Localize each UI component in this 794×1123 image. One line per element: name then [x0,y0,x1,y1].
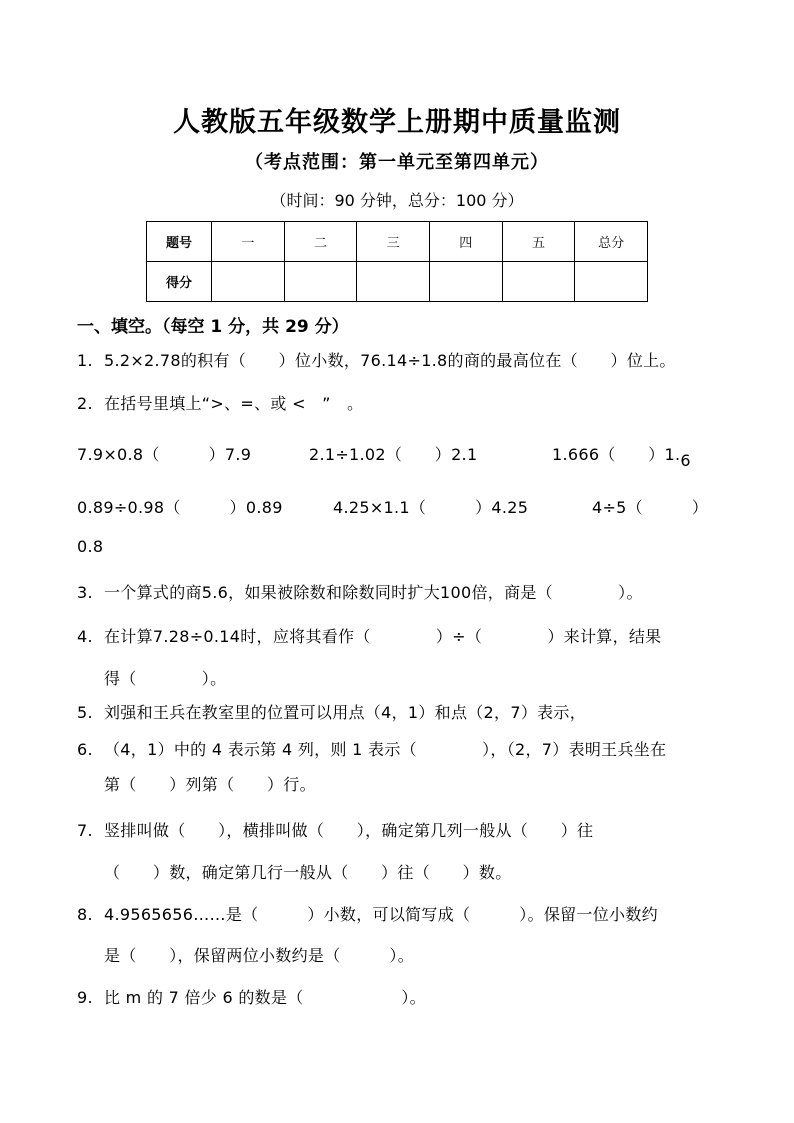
question-text: 比 m 的 7 倍少 6 的数是（ ）。 [104,988,426,1007]
question-6 [77,737,666,760]
q2-compare-c1-text: 1.666（ ）1. [552,445,681,464]
question-2 [77,391,363,414]
question-number: 8. [77,905,93,924]
q2-compare-a1: 7.9×0.8（ ）7.9 [77,445,252,464]
question-4-cont: 得（ ）。 [104,669,227,688]
question-number: 1. [77,351,93,370]
score-table-cell: 一 [212,222,285,262]
score-table-header-row [147,222,648,262]
question-9 [77,985,426,1008]
section-heading: 一、填空。（每空 1 分，共 29 分） [77,317,349,337]
question-7-cont: （ ）数，确定第几行一般从（ ）往（ ）数。 [104,863,512,882]
question-number: 6. [77,740,93,759]
question-8 [77,902,658,925]
q2-compare-c2-cont: 0.8 [77,537,104,556]
question-3 [77,580,643,603]
score-table-cell: 总分 [575,222,648,262]
question-5 [77,700,586,723]
score-entry-cell[interactable] [575,262,648,302]
q2-compare-c1 [552,442,691,470]
score-entry-cell[interactable] [212,262,285,302]
score-table-cell: 二 [284,222,357,262]
question-text: （4，1）中的 4 表示第 4 列，则 1 表示（ ），（2，7）表明王兵坐在 [104,740,667,759]
page-title: 人教版五年级数学上册期中质量监测 [173,107,621,138]
q2-compare-c1-tail: 6 [680,451,691,470]
question-text: 5.2×2.78的积有（ ）位小数，76.14÷1.8的商的最高位在（ ）位上。 [104,351,676,370]
question-4 [77,624,661,647]
question-number: 2. [77,394,93,413]
question-6-cont: 第（ ）列第（ ）行。 [104,775,316,794]
page-subtitle: （考点范围：第一单元至第四单元） [245,152,549,173]
score-entry-cell[interactable] [502,262,575,302]
question-text: 在括号里填上“>、=、或 < ” 。 [104,394,364,413]
question-text: 竖排叫做（ ），横排叫做（ ），确定第几列一般从（ ）往 [104,821,594,840]
question-7 [77,818,593,841]
score-table-cell: 五 [502,222,575,262]
q2-compare-b2: 4.25×1.1（ ）4.25 [333,498,529,517]
q2-compare-b1: 2.1÷1.02（ ）2.1 [309,445,478,464]
question-1 [77,348,676,371]
time-info: （时间：90 分钟，总分：100 分） [270,191,524,210]
question-number: 4. [77,627,93,646]
question-8-cont: 是（ ），保留两位小数约是（ ）。 [104,946,415,965]
question-number: 9. [77,988,93,1007]
score-table-score-row [147,262,648,302]
question-text: 一个算式的商5.6，如果被除数和除数同时扩大100倍，商是（ ）。 [104,583,643,602]
question-number: 7. [77,821,93,840]
score-table [146,221,648,302]
score-table-cell: 题号 [147,222,212,262]
question-number: 5. [77,703,93,722]
score-entry-cell[interactable] [284,262,357,302]
score-entry-cell[interactable] [357,262,430,302]
q2-compare-a2: 0.89÷0.98（ ）0.89 [77,498,283,517]
question-text: 4.9565656……是（ ）小数，可以简写成（ ）。保留一位小数约 [104,905,658,924]
score-table-cell: 四 [429,222,502,262]
score-entry-cell[interactable] [429,262,502,302]
q2-compare-c2: 4÷5（ ） [592,498,709,517]
question-text: 刘强和王兵在教室里的位置可以用点（4，1）和点（2，7）表示， [104,703,587,722]
score-table-cell: 得分 [147,262,212,302]
question-text: 在计算7.28÷0.14时，应将其看作（ ）÷（ ）来计算，结果 [104,627,662,646]
score-table-cell: 三 [357,222,430,262]
question-number: 3. [77,583,93,602]
